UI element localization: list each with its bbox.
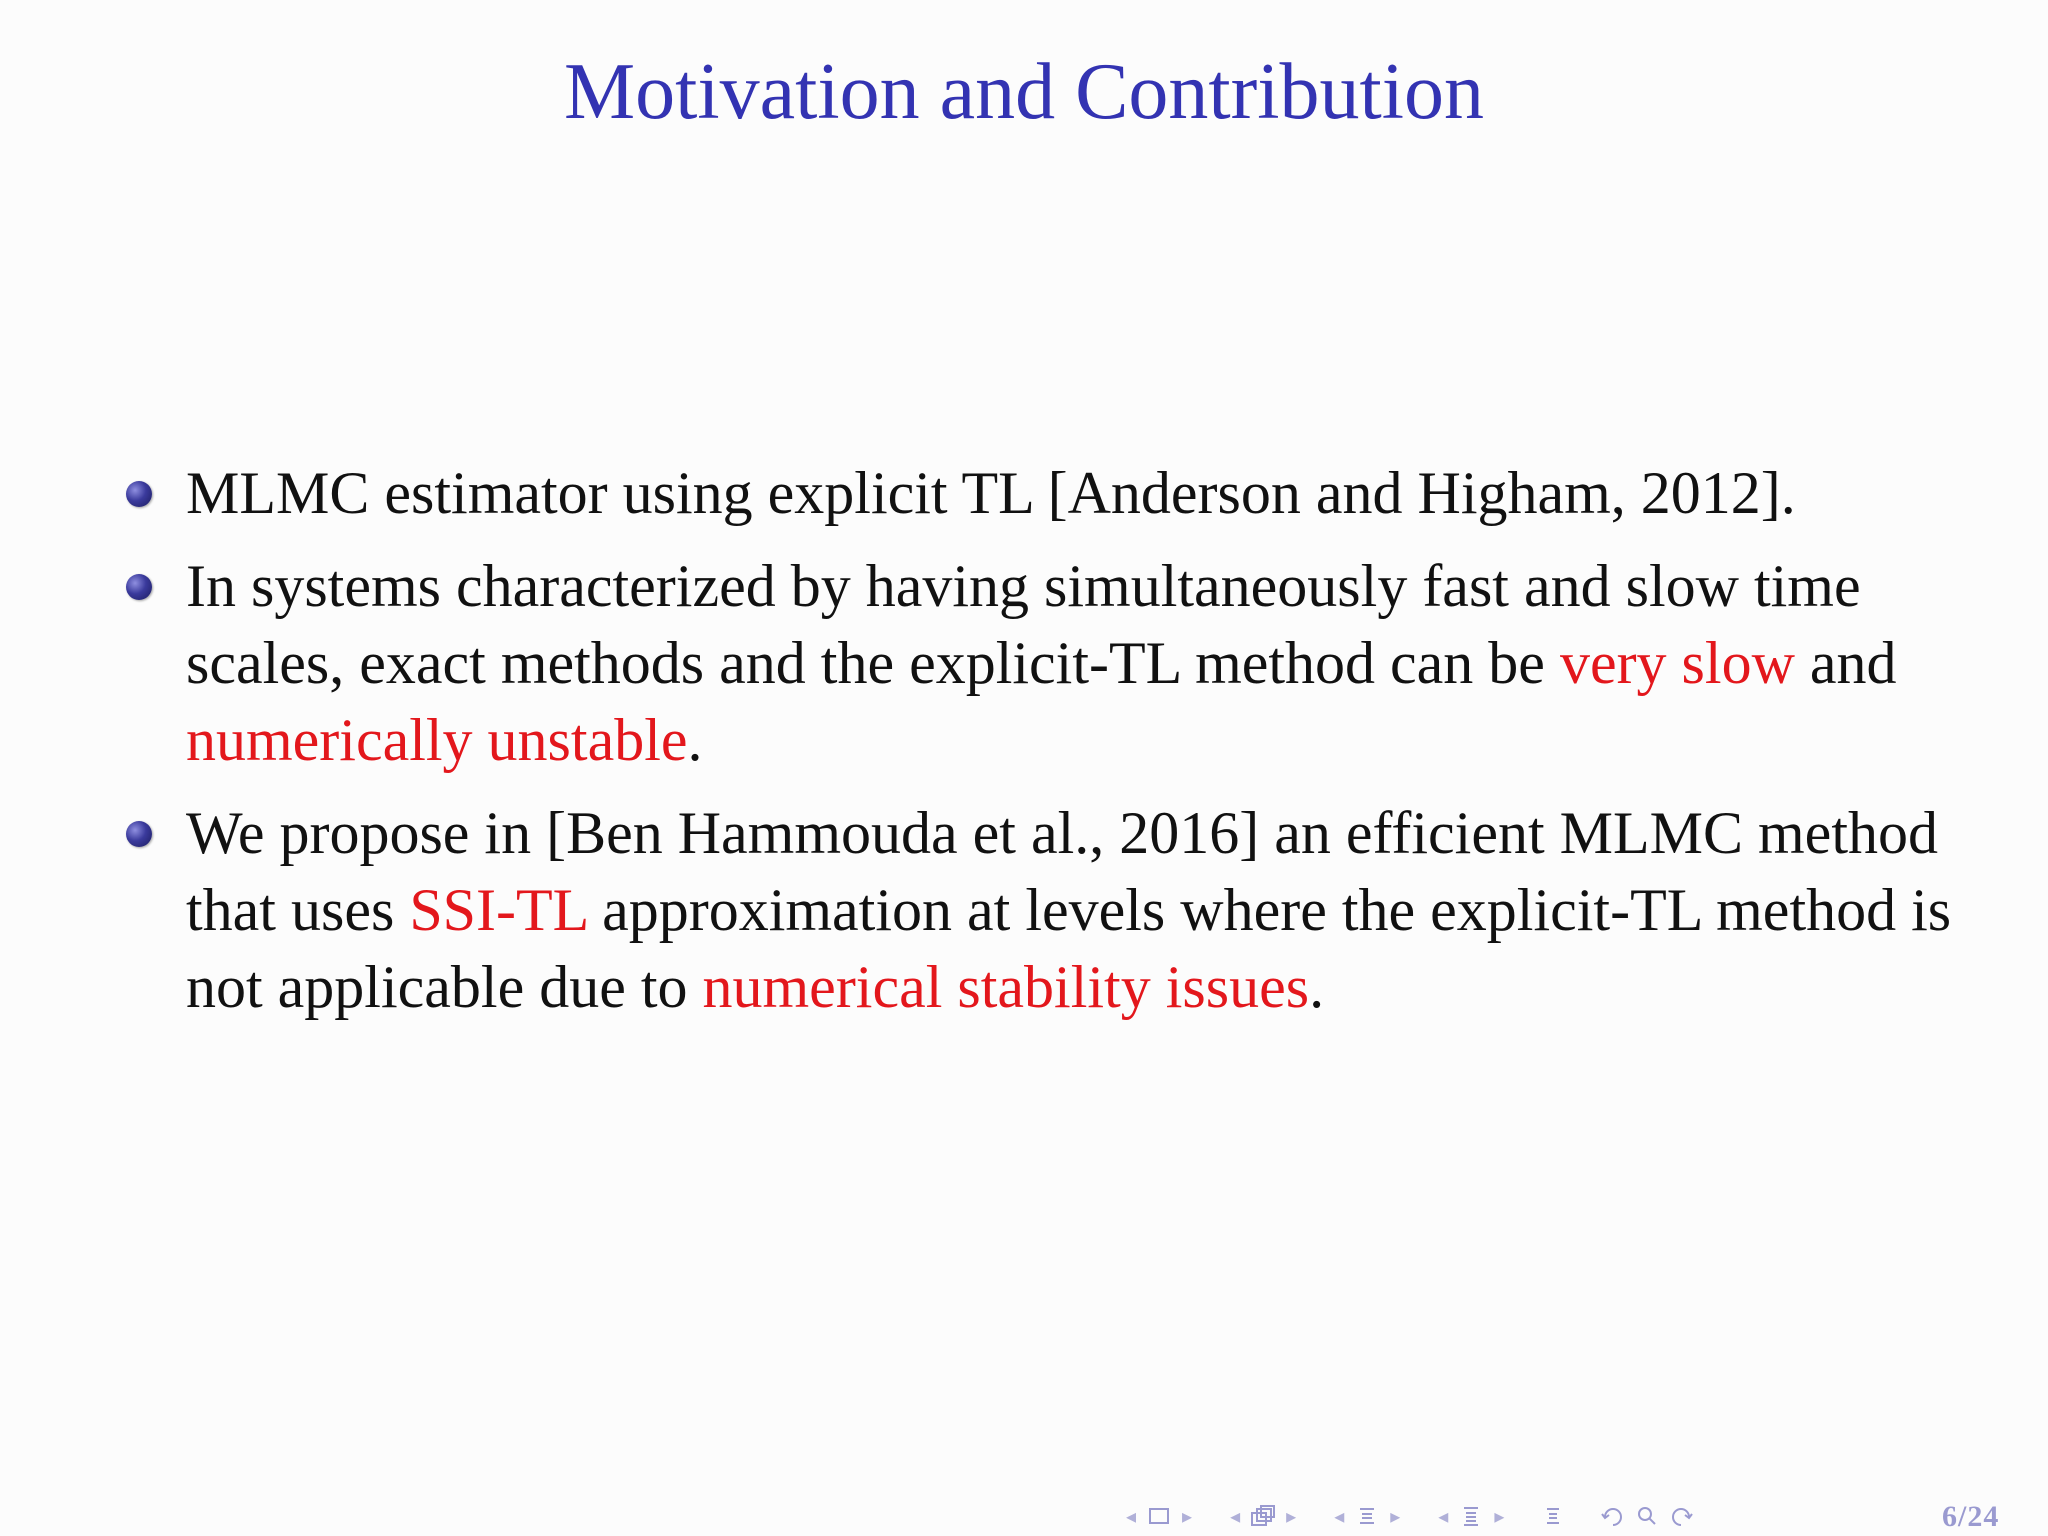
next-presentation-icon[interactable]: ▸ bbox=[1494, 1504, 1505, 1528]
beamer-navigation-bar bbox=[1120, 1498, 1724, 1534]
bullet-text bbox=[186, 460, 1796, 526]
bullet-text bbox=[186, 800, 1951, 1020]
text-segment: MLMC estimator using explicit TL [Anderson and Higham, 2012]. bbox=[186, 460, 1796, 526]
highlighted-text: numerical stability issues bbox=[702, 954, 1310, 1020]
nav-history-group bbox=[1596, 1504, 1698, 1528]
bullet-text bbox=[186, 553, 1897, 773]
bullet-icon bbox=[126, 821, 152, 847]
bullet-item-1 bbox=[0, 455, 2048, 532]
nav-section-group bbox=[1328, 1504, 1406, 1528]
highlighted-text: SSI-TL bbox=[409, 877, 588, 943]
prev-section-icon[interactable]: ◂ bbox=[1334, 1504, 1345, 1528]
subsection-icon[interactable] bbox=[1246, 1504, 1280, 1528]
prev-subsection-icon[interactable]: ◂ bbox=[1230, 1504, 1241, 1528]
nav-document-group bbox=[1536, 1504, 1570, 1528]
forward-icon[interactable] bbox=[1664, 1504, 1698, 1528]
prev-presentation-icon[interactable]: ◂ bbox=[1438, 1504, 1449, 1528]
next-subsection-icon[interactable]: ▸ bbox=[1286, 1504, 1297, 1528]
nav-subsection-group bbox=[1224, 1504, 1302, 1528]
prev-frame-icon[interactable]: ◂ bbox=[1126, 1504, 1137, 1528]
search-icon[interactable] bbox=[1630, 1504, 1664, 1528]
text-segment: . bbox=[1309, 954, 1325, 1020]
bullet-item-3 bbox=[0, 795, 2048, 1026]
bullet-icon bbox=[126, 481, 152, 507]
nav-frame-group bbox=[1120, 1504, 1198, 1528]
text-segment: approximation at levels where the explicit-TL method is not applicable due to bbox=[186, 877, 1952, 1020]
presentation-icon[interactable] bbox=[1454, 1504, 1488, 1528]
next-section-icon[interactable]: ▸ bbox=[1390, 1504, 1401, 1528]
frame-icon[interactable] bbox=[1142, 1504, 1176, 1528]
bullet-list bbox=[0, 455, 2048, 1042]
text-segment: We propose in [Ben Hammouda et al., 2016] an efficient MLMC method that uses bbox=[186, 800, 1938, 943]
bullet-icon bbox=[126, 574, 152, 600]
section-icon[interactable] bbox=[1350, 1504, 1384, 1528]
highlighted-text: very slow bbox=[1559, 630, 1795, 696]
next-frame-icon[interactable]: ▸ bbox=[1182, 1504, 1193, 1528]
text-segment: and bbox=[1794, 630, 1897, 696]
bullet-item-2 bbox=[0, 548, 2048, 779]
nav-presentation-group bbox=[1432, 1504, 1510, 1528]
back-icon[interactable] bbox=[1596, 1504, 1630, 1528]
page-number: 6/24 bbox=[1942, 1500, 2000, 1533]
slide-title: Motivation and Contribution bbox=[564, 48, 1484, 136]
text-segment: . bbox=[687, 707, 703, 773]
text-segment: In systems characterized by having simultaneously fast and slow time scales, exact methods and the explicit-TL method can be bbox=[186, 553, 1861, 696]
highlighted-text: numerically unstable bbox=[186, 707, 688, 773]
document-icon[interactable] bbox=[1536, 1504, 1570, 1528]
